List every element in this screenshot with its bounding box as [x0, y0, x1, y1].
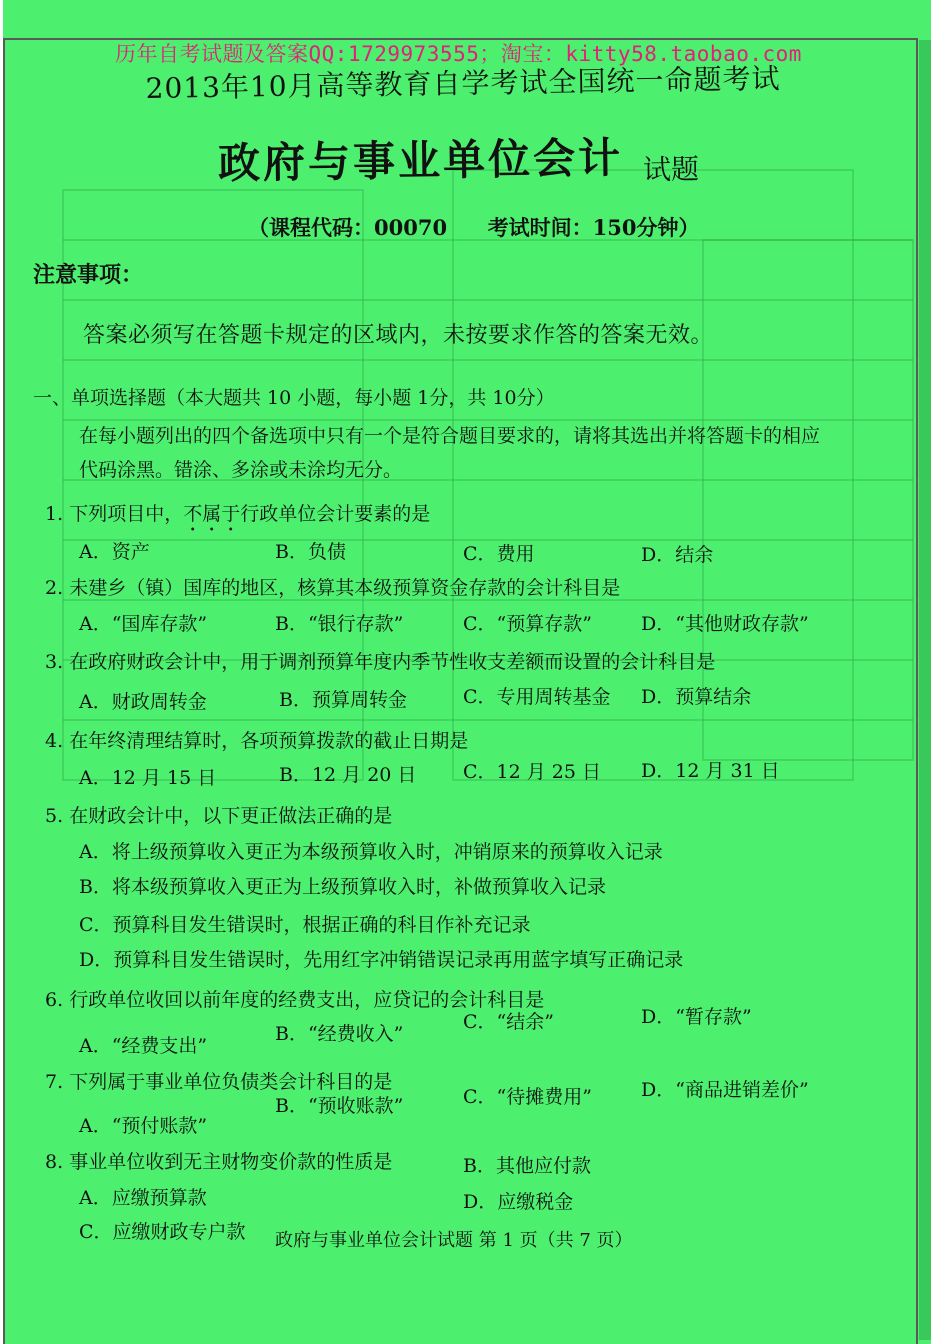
notice-heading: 注意事项：	[33, 262, 144, 288]
option-d: D．应缴税金	[463, 1191, 574, 1213]
option-c: C．费用	[463, 543, 535, 565]
exam-duration: 考试时间：150分钟）	[487, 215, 700, 240]
course-code: （课程代码：00070	[248, 215, 448, 240]
section-instruction-1: 在每小题列出的四个备选项中只有一个是符合题目要求的，请将其选出并将答题卡的相应	[79, 425, 821, 447]
option-c: C．“预算存款”	[463, 613, 592, 635]
course-info	[248, 212, 700, 242]
option-a: A．资产	[79, 541, 150, 563]
section-heading: 一、单项选择题（本大题共 10 小题，每小题 1分，共 10分）	[33, 387, 555, 409]
option-b: B．负债	[275, 541, 346, 563]
page-edge-shadow	[919, 40, 931, 1340]
exam-banner: 2013年10月高等教育自学考试全国统一命题考试	[145, 62, 781, 105]
question-8	[45, 1147, 392, 1174]
question-number: 6.	[45, 989, 64, 1011]
question-stem: 行政单位收回以前年度的经费支出，应贷记的会计科目是	[69, 989, 545, 1011]
option-d: D．预算科目发生错误时，先用红字冲销错误记录再用蓝字填写正确记录	[79, 949, 684, 971]
option-b: B．其他应付款	[463, 1155, 591, 1177]
page-title: 政府与事业单位会计	[217, 133, 624, 188]
option-b: B．“银行存款”	[275, 613, 404, 635]
question-7	[45, 1067, 392, 1094]
question-stem: 在政府财政会计中，用于调剂预算年度内季节性收支差额而设置的会计科目是	[69, 651, 716, 673]
question-number: 5.	[45, 805, 64, 827]
option-b: B．将本级预算收入更正为上级预算收入时，补做预算收入记录	[79, 876, 606, 898]
option-a: A．“经费支出”	[79, 1035, 208, 1057]
watermark-text: 历年自考试题及答案QQ:1729973555；淘宝：kitty58.taobao.com	[115, 42, 802, 66]
question-number: 2.	[45, 577, 64, 599]
question-number: 3.	[45, 651, 64, 673]
option-a: A．财政周转金	[79, 691, 207, 713]
question-1	[45, 499, 430, 536]
question-stem: 下列属于事业单位负债类会计科目的是	[69, 1071, 393, 1093]
option-d: D．预算结余	[641, 686, 752, 708]
option-a: A．将上级预算收入更正为本级预算收入时，冲销原来的预算收入记录	[79, 841, 663, 863]
option-d: D．“暂存款”	[641, 1006, 752, 1028]
option-c: C．12 月 25 日	[463, 761, 602, 783]
question-stem: 行政单位会计要素的是	[240, 503, 431, 525]
question-number: 7.	[45, 1071, 64, 1093]
option-c: C．应缴财政专户款	[79, 1221, 246, 1243]
question-stem: 下列项目中，	[69, 503, 184, 525]
question-number: 1.	[45, 503, 64, 525]
option-b: B．12 月 20 日	[279, 764, 417, 786]
option-c: C．“待摊费用”	[463, 1086, 592, 1108]
title-suffix: 试题	[642, 152, 700, 187]
section-instruction-2: 代码涂黑。错涂、多涂或未涂均无分。	[79, 459, 403, 481]
question-number: 4.	[45, 730, 64, 752]
option-a: A．“国库存款”	[79, 613, 208, 635]
option-c: C．“结余”	[463, 1011, 554, 1033]
question-2	[45, 573, 620, 600]
option-a: A．应缴预算款	[79, 1187, 207, 1209]
question-5	[45, 801, 392, 828]
question-stem-emphasis: 不属于	[183, 503, 241, 525]
option-d: D．12 月 31 日	[641, 760, 780, 782]
question-4	[45, 726, 468, 753]
option-c: C．预算科目发生错误时，根据正确的科目作补充记录	[79, 914, 531, 936]
page-footer: 政府与事业单位会计试题 第 1 页（共 7 页）	[275, 1230, 633, 1251]
option-a: A．“预付账款”	[79, 1115, 208, 1137]
option-c: C．专用周转基金	[463, 686, 611, 708]
option-b: B．预算周转金	[279, 689, 407, 711]
option-b: B．“预收账款”	[275, 1095, 404, 1117]
question-stem: 未建乡（镇）国库的地区，核算其本级预算资金存款的会计科目是	[69, 577, 621, 599]
option-b: B．“经费收入”	[275, 1023, 404, 1045]
option-d: D．“商品进销差价”	[641, 1079, 809, 1101]
notice-text: 答案必须写在答题卡规定的区域内，未按要求作答的答案无效。	[83, 323, 714, 348]
question-stem: 在年终清理结算时，各项预算拨款的截止日期是	[69, 730, 469, 752]
question-stem: 事业单位收到无主财物变价款的性质是	[69, 1151, 393, 1173]
option-d: D．结余	[641, 544, 714, 566]
question-3	[45, 647, 715, 674]
option-d: D．“其他财政存款”	[641, 613, 809, 635]
question-stem: 在财政会计中，以下更正做法正确的是	[69, 805, 393, 827]
exam-page	[3, 0, 931, 1344]
question-number: 8.	[45, 1151, 64, 1173]
option-a: A．12 月 15 日	[79, 767, 217, 789]
